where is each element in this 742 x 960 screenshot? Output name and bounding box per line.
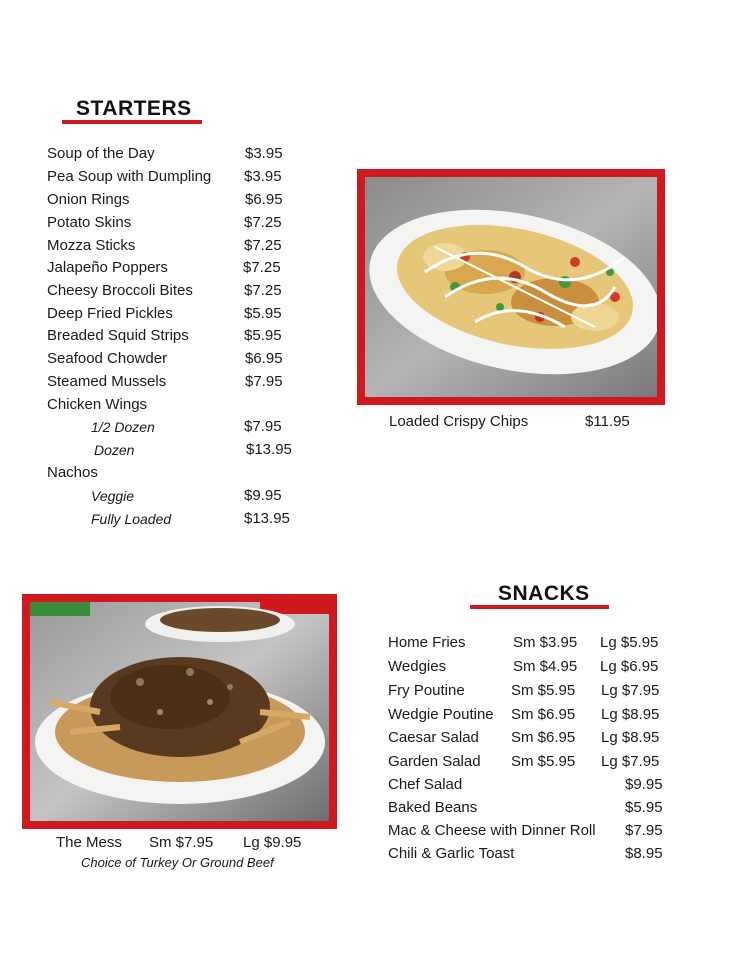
the-mess-photo	[22, 594, 337, 829]
snack-mac-cheese-name: Mac & Cheese with Dinner Roll	[388, 822, 596, 839]
starter-item-pea-soup-name: Pea Soup with Dumpling	[47, 168, 212, 185]
nachos-fully-loaded-name: Fully Loaded	[91, 511, 172, 527]
snack-caesar-salad-name: Caesar Salad	[388, 729, 479, 746]
snack-baked-beans-name: Baked Beans	[388, 799, 478, 816]
snack-wedgie-poutine-sm: Sm $6.95	[511, 706, 576, 723]
snacks-underline	[470, 605, 609, 609]
chicken-wings-name: Chicken Wings	[47, 396, 148, 413]
nachos-veggie-price: $9.95	[244, 487, 282, 504]
the-mess-sm-price: Sm $7.95	[149, 834, 214, 851]
snack-caesar-salad-lg: Lg $8.95	[601, 729, 660, 746]
starter-item-soup-name: Soup of the Day	[47, 145, 155, 162]
loaded-chips-price: $11.95	[585, 413, 630, 430]
nachos-veggie-name: Veggie	[91, 488, 135, 504]
snack-mac-cheese-price: $7.95	[625, 822, 663, 839]
starter-item-onion-rings-price: $6.95	[245, 191, 283, 208]
wings-dozen-price: $13.95	[246, 441, 292, 458]
starter-item-mozza-sticks-price: $7.25	[244, 237, 282, 254]
snack-garden-salad-lg: Lg $7.95	[601, 753, 660, 770]
starter-item-jalapeno-price: $7.25	[243, 259, 281, 276]
starter-item-onion-rings-name: Onion Rings	[47, 191, 130, 208]
snack-fry-poutine-lg: Lg $7.95	[601, 682, 660, 699]
starter-item-squid-name: Breaded Squid Strips	[47, 327, 189, 344]
starter-item-chowder-price: $6.95	[245, 350, 283, 367]
starter-item-broccoli-name: Cheesy Broccoli Bites	[47, 282, 193, 299]
starter-item-soup-price: $3.95	[245, 145, 283, 162]
wings-half-dozen-price: $7.95	[244, 418, 282, 435]
loaded-chips-photo	[357, 169, 665, 405]
snack-home-fries-lg: Lg $5.95	[600, 634, 659, 651]
loaded-chips-name: Loaded Crispy Chips	[389, 413, 529, 430]
the-mess-name: The Mess	[56, 834, 122, 851]
the-mess-lg-price: Lg $9.95	[243, 834, 302, 851]
snack-wedgies-sm: Sm $4.95	[513, 658, 578, 675]
starter-item-jalapeno-name: Jalapeño Poppers	[47, 259, 168, 276]
nachos-name: Nachos	[47, 464, 98, 481]
snack-wedgies-name: Wedgies	[388, 658, 447, 675]
starter-item-mussels-price: $7.95	[245, 373, 283, 390]
snack-caesar-salad-sm: Sm $6.95	[511, 729, 576, 746]
snack-home-fries-sm: Sm $3.95	[513, 634, 578, 651]
starter-item-pickles-name: Deep Fried Pickles	[47, 305, 173, 322]
snack-baked-beans-price: $5.95	[625, 799, 663, 816]
snack-wedgie-poutine-name: Wedgie Poutine	[388, 706, 494, 723]
loaded-chips-image	[365, 177, 657, 397]
snack-chef-salad-price: $9.95	[625, 776, 663, 793]
snack-home-fries-name: Home Fries	[388, 634, 466, 651]
snack-wedgie-poutine-lg: Lg $8.95	[601, 706, 660, 723]
starter-item-chowder-name: Seafood Chowder	[47, 350, 168, 367]
the-mess-note: Choice of Turkey Or Ground Beef	[81, 855, 274, 870]
starters-underline	[62, 120, 202, 124]
nachos-fully-loaded-price: $13.95	[244, 510, 290, 527]
starters-heading: STARTERS	[76, 97, 192, 120]
snack-chef-salad-name: Chef Salad	[388, 776, 463, 793]
the-mess-image	[30, 602, 329, 821]
snack-garden-salad-name: Garden Salad	[388, 753, 481, 770]
starter-item-pickles-price: $5.95	[244, 305, 282, 322]
starter-item-potato-skins-price: $7.25	[244, 214, 282, 231]
starter-item-squid-price: $5.95	[244, 327, 282, 344]
snack-wedgies-lg: Lg $6.95	[600, 658, 659, 675]
starter-item-mussels-name: Steamed Mussels	[47, 373, 167, 390]
starter-item-pea-soup-price: $3.95	[244, 168, 282, 185]
snack-fry-poutine-sm: Sm $5.95	[511, 682, 576, 699]
snack-garden-salad-sm: Sm $5.95	[511, 753, 576, 770]
snack-fry-poutine-name: Fry Poutine	[388, 682, 465, 699]
snack-chili-price: $8.95	[625, 845, 663, 862]
snack-chili-name: Chili & Garlic Toast	[388, 845, 515, 862]
snacks-heading: SNACKS	[498, 582, 590, 605]
wings-half-dozen-name: 1/2 Dozen	[91, 419, 155, 435]
starter-item-mozza-sticks-name: Mozza Sticks	[47, 237, 136, 254]
starter-item-potato-skins-name: Potato Skins	[47, 214, 132, 231]
wings-dozen-name: Dozen	[94, 442, 135, 458]
starter-item-broccoli-price: $7.25	[244, 282, 282, 299]
